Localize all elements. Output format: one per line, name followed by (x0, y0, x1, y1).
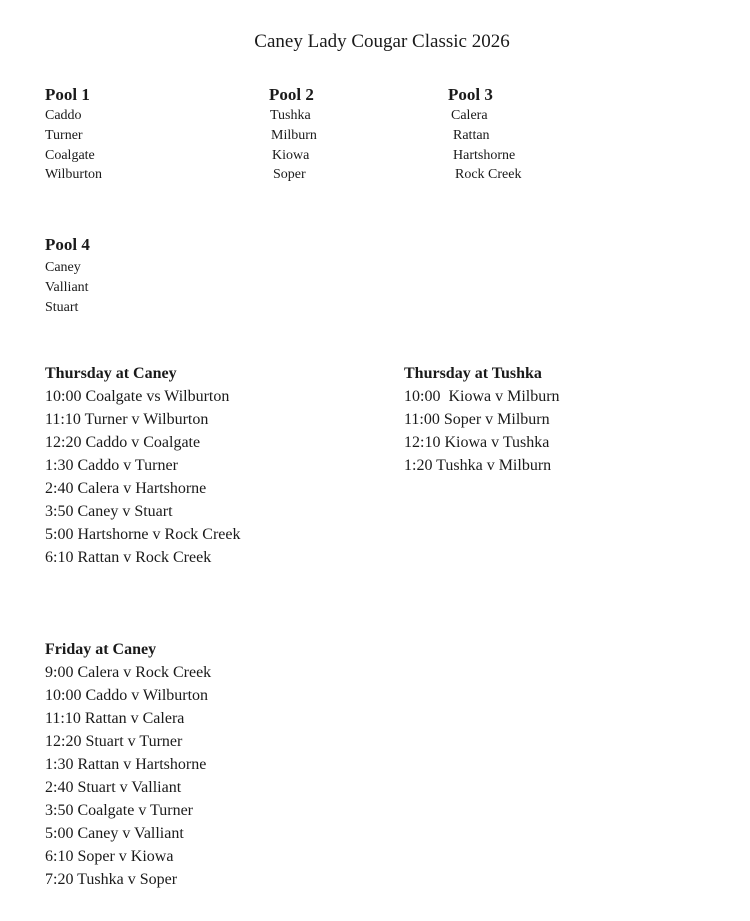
pool-team: Wilburton (45, 167, 102, 183)
schedule-thursday-tushka (404, 363, 560, 477)
pool-heading: Pool 3 (448, 85, 493, 104)
game-entry: 5:00 Hartshorne v Rock Creek (45, 526, 241, 543)
game-entry: 10:00 Coalgate vs Wilburton (45, 388, 230, 405)
game-entry: 5:00 Caney v Valliant (45, 825, 184, 842)
pool-team: Milburn (271, 127, 317, 143)
game-entry: 12:20 Stuart v Turner (45, 733, 183, 750)
pool-team: Stuart (45, 299, 79, 315)
game-entry: 12:20 Caddo v Coalgate (45, 434, 201, 451)
schedule-friday-caney (45, 639, 211, 891)
pool-team: Kiowa (272, 147, 310, 163)
game-entry: 3:50 Coalgate v Turner (45, 802, 193, 819)
game-entry: 1:30 Caddo v Turner (45, 457, 178, 474)
schedule-heading: Thursday at Tushka (404, 365, 542, 382)
pool-team: Soper (273, 167, 306, 183)
pool-1 (45, 84, 102, 185)
pool-heading: Pool 4 (45, 235, 90, 254)
game-entry: 1:30 Rattan v Hartshorne (45, 756, 207, 773)
pool-team: Turner (45, 127, 83, 143)
pool-team: Calera (451, 108, 488, 123)
pool-team: Coalgate (45, 147, 95, 163)
game-entry: 6:10 Soper v Kiowa (45, 848, 174, 865)
game-entry: 1:20 Tushka v Milburn (404, 457, 552, 474)
pool-team: Hartshorne (453, 147, 516, 163)
pool-team: Valliant (45, 279, 89, 295)
pool-heading: Pool 2 (269, 85, 314, 104)
pool-heading: Pool 1 (45, 85, 90, 104)
pool-team: Caney (45, 260, 81, 275)
schedule-heading: Thursday at Caney (45, 365, 177, 382)
pool-2 (269, 84, 317, 185)
schedule-thursday-caney (45, 363, 241, 569)
game-entry: 2:40 Stuart v Valliant (45, 779, 182, 796)
game-entry: 11:10 Rattan v Calera (45, 710, 185, 727)
pool-team: Rattan (453, 127, 490, 143)
pool-team: Caddo (45, 108, 82, 123)
game-entry: 3:50 Caney v Stuart (45, 503, 173, 520)
game-entry: 9:00 Calera v Rock Creek (45, 664, 212, 681)
game-entry: 11:00 Soper v Milburn (404, 411, 550, 428)
pool-team: Rock Creek (455, 167, 522, 183)
pool-4 (45, 234, 90, 317)
pool-team: Tushka (270, 108, 311, 123)
game-entry: 10:00 Kiowa v Milburn (404, 388, 560, 405)
game-entry: 7:20 Tushka v Soper (45, 871, 178, 888)
pool-3 (448, 84, 521, 185)
game-entry: 2:40 Calera v Hartshorne (45, 480, 207, 497)
document-title: Caney Lady Cougar Classic 2026 (254, 31, 510, 52)
game-entry: 6:10 Rattan v Rock Creek (45, 549, 212, 566)
game-entry: 12:10 Kiowa v Tushka (404, 434, 550, 451)
game-entry: 10:00 Caddo v Wilburton (45, 687, 209, 704)
game-entry: 11:10 Turner v Wilburton (45, 411, 209, 428)
schedule-heading: Friday at Caney (45, 641, 157, 658)
